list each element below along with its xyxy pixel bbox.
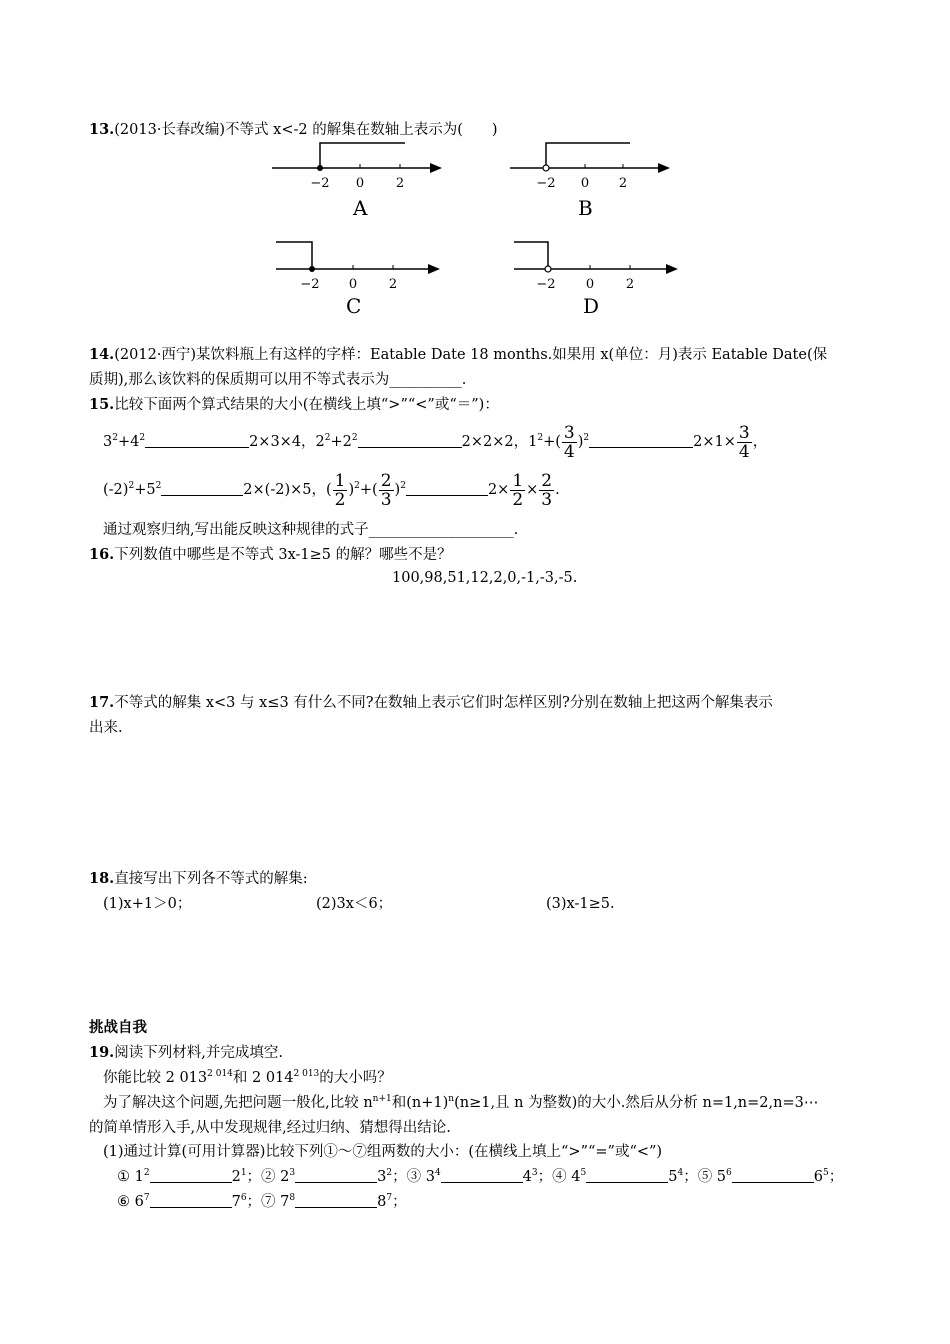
expr-text: ⑦ 7 (261, 1194, 290, 1210)
tick-label: 2 (625, 277, 635, 292)
q18-item-2: (2)3x＜6； (316, 896, 393, 912)
expr-text: 和 2 014 (232, 1070, 294, 1086)
section-title: 挑战自我 (89, 1019, 147, 1036)
q14-line-1 (89, 345, 827, 365)
q15-row-1 (103, 422, 767, 462)
exponent: 5 (823, 1168, 829, 1178)
expr-text: 3 (103, 434, 113, 450)
q13-number: 13. (89, 121, 115, 138)
q14-text-1: (2012·西宁)某饮料瓶上有这样的字样：Eatable Date 18 months.如果用 x(单位：月)表示 Eatable Date(保 (114, 347, 828, 363)
exponent: 2 (537, 433, 544, 443)
tick-label: −2 (310, 176, 330, 191)
tick-label: 0 (580, 176, 590, 191)
expr-text: +( (359, 482, 378, 498)
exponent: 2 (324, 433, 331, 443)
answer-blank[interactable] (161, 481, 243, 496)
tick-label: 2 (618, 176, 628, 191)
tick-label: 2 (395, 176, 405, 191)
expr-text: ； (246, 1169, 262, 1185)
answer-blank[interactable] (295, 1193, 377, 1208)
expr-text: × (526, 482, 539, 498)
expr-text: 2×(-2)×5，( (243, 482, 332, 498)
expr-text: ⑥ 6 (117, 1194, 144, 1210)
exponent: 2 (143, 1168, 150, 1178)
q15-row-2 (103, 470, 560, 510)
expr-text: ) (348, 482, 355, 498)
closed-dot-icon (317, 165, 323, 171)
expr-text: 2× (487, 482, 510, 498)
expr-text: ； (683, 1169, 698, 1185)
q19-line-4: 的简单情形入手,从中发现规律,经过归纳、猜想得出结论. (89, 1120, 451, 1136)
exponent: 2 (139, 433, 146, 443)
q16-text: 下列数值中哪些是不等式 3x-1≥5 的解？哪些不是？ (114, 547, 452, 563)
answer-blank[interactable] (589, 433, 693, 448)
expr-text: ， (752, 434, 768, 450)
expr-text: ③ 3 (406, 1169, 435, 1185)
option-b-number-line (508, 138, 688, 198)
expr-text: +5 (134, 482, 156, 498)
q17-text-1: 不等式的解集 x<3 与 x≤3 有什么不同?在数轴上表示它们时怎样区别?分别在数轴上把这两个解集表示 (114, 695, 773, 711)
answer-blank[interactable] (586, 1168, 668, 1183)
q18-number: 18. (89, 870, 115, 887)
q19-number: 19. (89, 1044, 115, 1061)
option-a-number-line (270, 138, 450, 198)
expr-text: ④ 4 (552, 1169, 581, 1185)
option-a-label: A (353, 196, 368, 220)
expr-text: ① 1 (117, 1169, 144, 1185)
q15-number: 15. (89, 396, 115, 413)
fraction: $\frac{3}{4}$ (563, 422, 575, 462)
expr-text: (n≥1,且 n 为整数)的大小.然后从分析 n=1,n=2,n=3⋯ (454, 1095, 819, 1111)
expr-text: +2 (330, 434, 352, 450)
q13-line (89, 120, 498, 140)
exponent: 2 (155, 481, 162, 491)
exponent: 7 (143, 1193, 150, 1203)
exponent: 5 (580, 1168, 587, 1178)
q17-line-2: 出来. (89, 720, 123, 736)
expr-text: 6 (813, 1169, 823, 1185)
fraction: $\frac{2}{3}$ (541, 470, 553, 510)
exponent: 1 (240, 1168, 247, 1178)
exponent: 2 014 (207, 1069, 233, 1079)
option-d-number-line (510, 236, 690, 296)
expr-text: 2×2×2，1 (461, 434, 538, 450)
q16-values: 100,98,51,12,2,0,-1,-3,-5. (392, 570, 578, 586)
expr-text: +( (543, 434, 561, 450)
tick-label: −2 (536, 277, 556, 292)
q19-groups-row-1 (117, 1167, 843, 1187)
answer-blank[interactable] (150, 1193, 232, 1208)
exponent: n+1 (372, 1094, 392, 1104)
q15-text: 比较下面两个算式结果的大小(在横线上填“>”“<”或“＝”)： (114, 397, 499, 413)
expr-text: +4 (117, 434, 140, 450)
q13-text: (2013·长春改编)不等式 x<-2 的解集在数轴上表示为( ) (114, 122, 498, 138)
option-d-label: D (583, 294, 600, 318)
q16-number: 16. (89, 546, 115, 563)
option-b-label: B (578, 196, 593, 220)
tick-label: −2 (300, 277, 320, 292)
q14-number: 14. (89, 346, 115, 363)
expr-text: . (555, 482, 560, 498)
option-c-label: C (346, 294, 362, 318)
q19-line-5: (1)通过计算(可用计算器)比较下列①～⑦组两数的大小：(在横线上填上“>”“=”或“<”) (103, 1144, 663, 1160)
fraction: $\frac{2}{3}$ (380, 470, 392, 510)
expr-text: 8 (377, 1194, 387, 1210)
exponent: 3 (289, 1168, 296, 1178)
q16-line (89, 545, 452, 565)
q18-text: 直接写出下列各不等式的解集: (114, 871, 308, 887)
expr-text: 2×1× (693, 434, 736, 450)
q19-line-2 (103, 1068, 392, 1088)
answer-blank[interactable] (145, 433, 249, 448)
expr-text: 5 (668, 1169, 678, 1185)
closed-dot-icon (309, 266, 315, 272)
expr-text: ⑤ 5 (697, 1169, 727, 1185)
q15-summary: 通过观察归纳,写出能反映这种规律的式子____________________. (103, 522, 519, 538)
q18-item-1: (1)x+1＞0； (103, 896, 192, 912)
tick-label: 0 (348, 277, 358, 292)
expr-text: ② 2 (261, 1169, 290, 1185)
expr-text: ； (828, 1169, 844, 1185)
q15-line (89, 395, 499, 415)
expr-text: ； (392, 1194, 407, 1210)
answer-blank[interactable] (732, 1168, 814, 1183)
q19-line-3 (103, 1093, 818, 1113)
fraction: $\frac{1}{2}$ (512, 470, 524, 510)
exponent: 4 (434, 1168, 441, 1178)
open-dot-icon (543, 165, 549, 171)
exponent: 2 (354, 481, 360, 491)
tick-label: −2 (536, 176, 556, 191)
expr-text: ； (537, 1169, 553, 1185)
q17-number: 17. (89, 694, 115, 711)
tick-label: 2 (388, 277, 398, 292)
exponent: 3 (531, 1168, 538, 1178)
exponent: 2 013 (293, 1069, 320, 1079)
expr-text: 4 (522, 1169, 532, 1185)
exponent: 6 (240, 1193, 247, 1203)
answer-blank[interactable] (441, 1168, 523, 1183)
exponent: 8 (289, 1193, 296, 1203)
q17-line-1 (89, 693, 773, 713)
exponent: n (448, 1094, 455, 1104)
answer-blank[interactable] (295, 1168, 377, 1183)
exponent: 4 (677, 1168, 684, 1178)
q18-line (89, 869, 308, 889)
expr-text: 7 (231, 1194, 241, 1210)
exponent: 7 (386, 1193, 393, 1203)
expr-text: 和(n+1) (391, 1095, 449, 1111)
expr-text: 你能比较 2 013 (103, 1070, 208, 1086)
expr-text: 3 (377, 1169, 387, 1185)
fraction: $\frac{3}{4}$ (738, 422, 750, 462)
exponent: 2 (351, 433, 358, 443)
answer-blank[interactable] (150, 1168, 232, 1183)
answer-blank[interactable] (358, 433, 462, 448)
exponent: 2 (400, 481, 406, 491)
q19-line-1 (89, 1043, 283, 1063)
expr-text: ) (577, 434, 584, 450)
exponent: 2 (386, 1168, 393, 1178)
expr-text: (-2) (103, 482, 129, 498)
expr-text: 为了解决这个问题,先把问题一般化,比较 n (103, 1095, 373, 1111)
exponent: 2 (112, 433, 118, 443)
expr-text: 2×3×4，2 (249, 434, 325, 450)
option-c-number-line (272, 236, 452, 296)
tick-label: 0 (585, 277, 595, 292)
tick-label: 0 (355, 176, 365, 191)
q14-line-2: 质期),那么该饮料的保质期可以用不等式表示为__________. (89, 372, 467, 388)
exponent: 6 (726, 1168, 732, 1178)
q19-text: 阅读下列材料,并完成填空. (114, 1045, 283, 1061)
exponent: 2 (583, 433, 590, 443)
q19-groups-row-2 (117, 1192, 407, 1212)
expr-text: ； (246, 1194, 262, 1210)
expr-text: 的大小吗？ (319, 1070, 392, 1086)
open-dot-icon (545, 266, 551, 272)
fraction: $\frac{1}{2}$ (334, 470, 346, 510)
answer-blank[interactable] (406, 481, 488, 496)
expr-text: ) (394, 482, 401, 498)
expr-text: ； (392, 1169, 407, 1185)
expr-text: 2 (231, 1169, 241, 1185)
exponent: 2 (128, 481, 135, 491)
q18-item-3: (3)x-1≥5. (546, 896, 615, 912)
